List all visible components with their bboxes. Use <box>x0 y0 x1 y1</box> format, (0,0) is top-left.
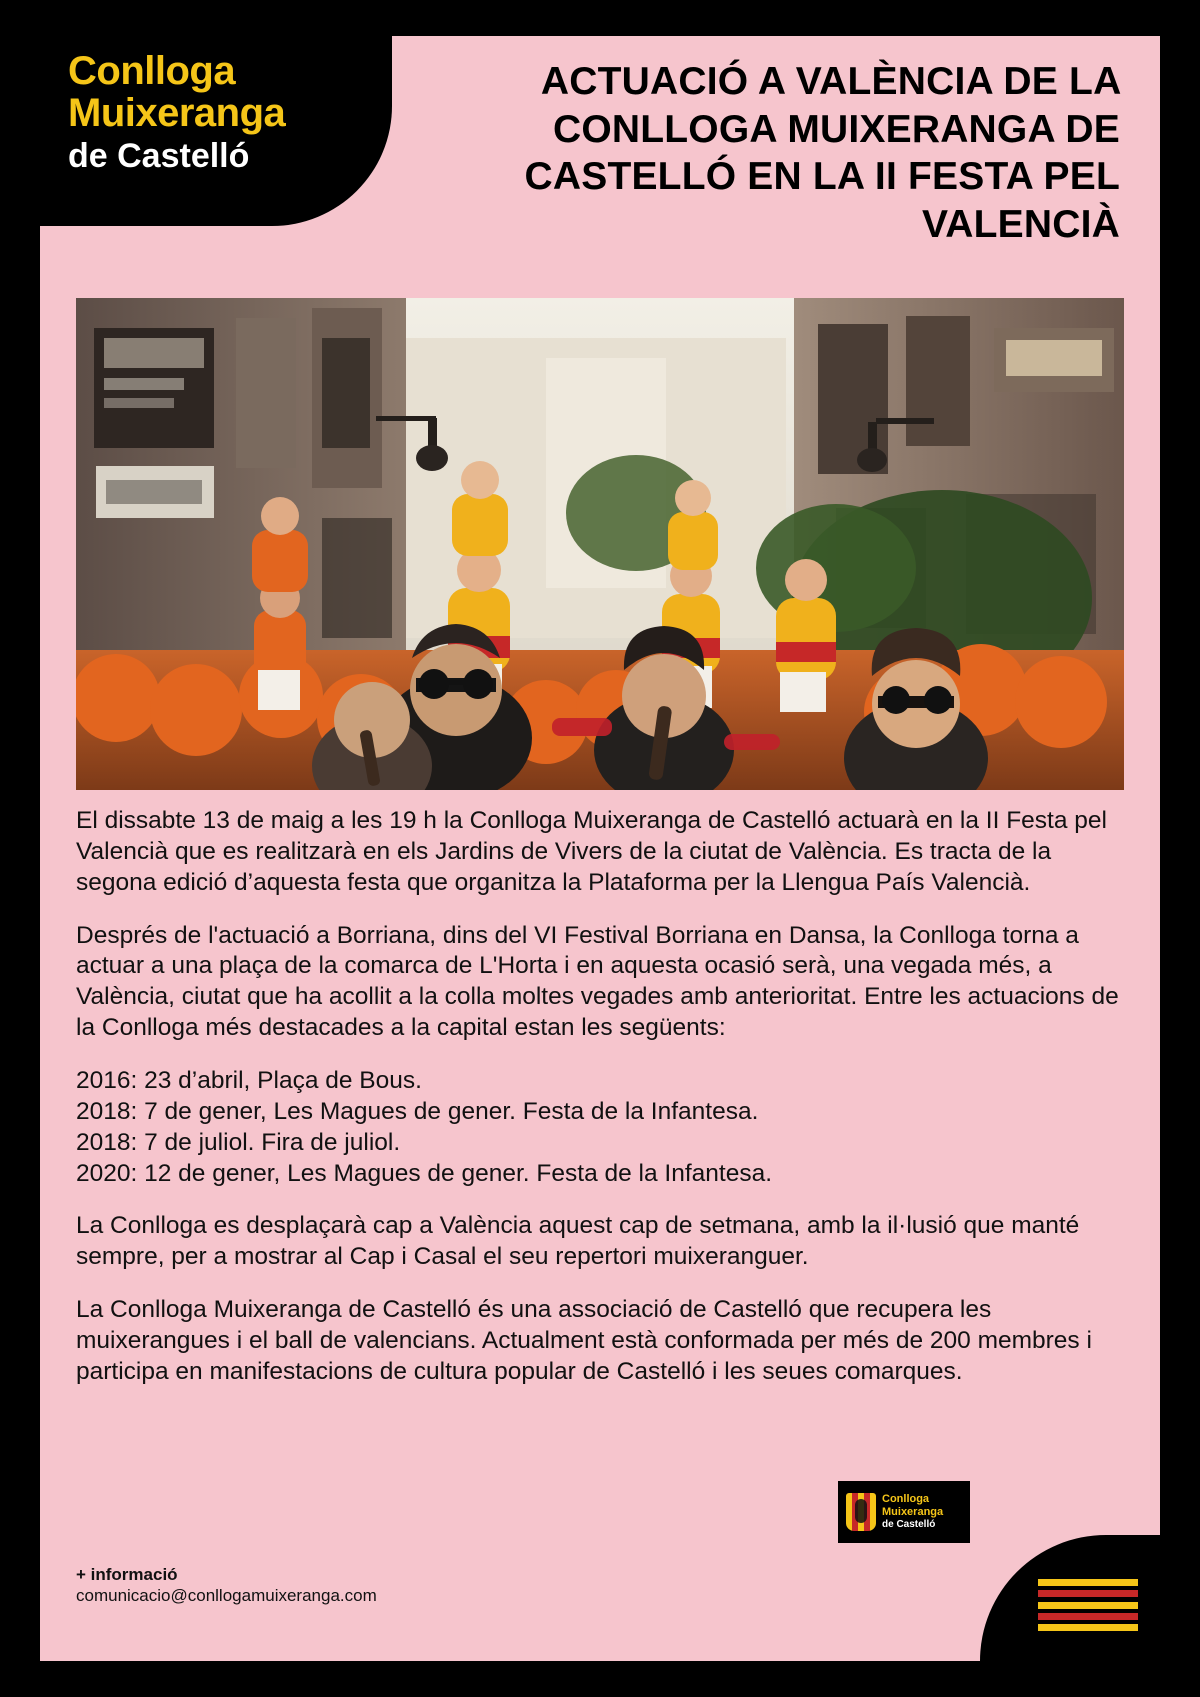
headline-line-3: CASTELLÓ EN LA <box>524 155 864 199</box>
stripe-red <box>1038 1590 1138 1597</box>
poster-sheet <box>40 36 1160 1661</box>
list-item: 2018: 7 de gener, Les Magues de gener. Festa de la Infantesa. <box>76 1097 759 1125</box>
footer-logo-badge <box>838 1481 970 1543</box>
paragraph-2: Després de l'actuació a Borriana, dins del VI Festival Borriana en Dansa, la Conlloga torna a actuar a una plaça de la comarca de L'Horta i en aquesta ocasió serà, una vegada més, a València, ciutat que ha acollit a la colla moltes vegades amb anterioritat. Entre les actuacions de la Conlloga més destacades a la capital estan les següents: <box>76 921 1119 1042</box>
footer-logo-line-3: de Castelló <box>882 1519 936 1531</box>
brand-line-de-castello: de Castelló <box>68 137 250 175</box>
shield-icon <box>846 1493 876 1531</box>
brand-block <box>40 36 392 226</box>
paragraph-1: El dissabte 13 de maig a les 19 h la Conlloga Muixeranga de Castelló actuarà en la II Festa pel Valencià que es realitzarà en els Jardins de Vivers de la ciutat de València. Es tracta de la segona edició d’aquesta festa que organitza la Plataforma per la Llengua País Valencià. <box>76 807 1107 896</box>
list-item: 2018: 7 de juliol. Fira de juliol. <box>76 1128 401 1156</box>
page-title <box>400 58 1120 248</box>
more-info-label: + informació <box>76 1564 178 1584</box>
brand-line-muixeranga: Muixeranga <box>68 91 286 135</box>
contact-email[interactable]: comunicacio@conllogamuixeranga.com <box>76 1585 377 1605</box>
footer-logo-text <box>882 1493 943 1531</box>
list-item: 2016: 23 d’abril, Plaça de Bous. <box>76 1067 422 1095</box>
stripe-red <box>1038 1613 1138 1620</box>
headline-line-4: II FESTA PEL VALENCIÀ <box>874 155 1120 246</box>
senyera-stripes-icon <box>1038 1579 1138 1631</box>
brand-logo <box>68 50 368 177</box>
footer-logo-line-2: Muixeranga <box>882 1506 944 1519</box>
article-body <box>76 806 1126 1410</box>
paragraph-3: La Conlloga es desplaçarà cap a València aquest cap de setmana, amb la il·lusió que manté sempre, per a mostrar al Cap i Casal el seu repertori muixeranguer. <box>76 1212 1080 1271</box>
photo-graphic <box>76 298 1124 790</box>
footer-logo-line-1: Conlloga <box>882 1493 930 1506</box>
contact-block <box>76 1564 377 1607</box>
stripe-yellow <box>1038 1602 1138 1609</box>
paragraph-4: La Conlloga Muixeranga de Castelló és una associació de Castelló que recupera les muixerangues i el ball de valencians. Actualment està conformada per més de 200 membres i participa en manifestacions de cultura popular de Castelló i les seues comarques. <box>76 1296 1092 1385</box>
headline-line-1: ACTUACIÓ A VALÈNCIA DE LA <box>540 60 1120 103</box>
performance-photo <box>76 298 1124 790</box>
headline-line-2: CONLLOGA MUIXERANGA DE <box>552 107 1120 151</box>
brand-line-conlloga: Conlloga <box>68 49 236 93</box>
list-item: 2020: 12 de gener, Les Magues de gener. Festa de la Infantesa. <box>76 1159 773 1187</box>
corner-flag-decoration <box>980 1535 1160 1661</box>
stripe-yellow <box>1038 1624 1138 1631</box>
stripe-yellow <box>1038 1579 1138 1586</box>
performance-history-list <box>76 1066 1126 1189</box>
